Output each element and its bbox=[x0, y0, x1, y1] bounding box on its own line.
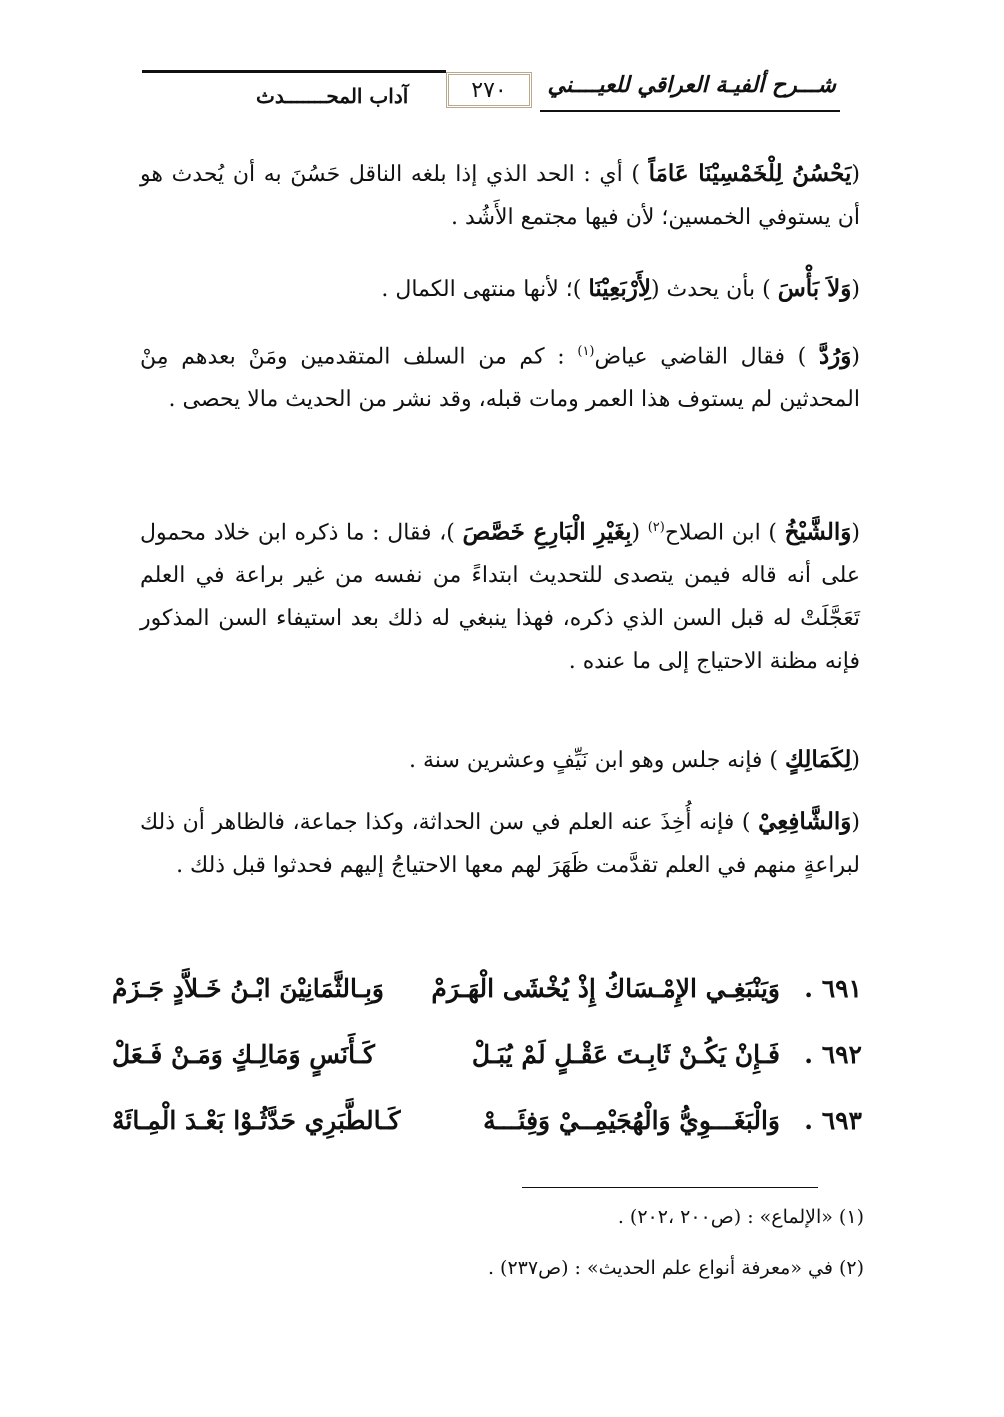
paragraph: (وَالشَّيْخُ ) ابن الصلاح$^{(٢)}$ (بِغَيْرِ الْبَارِعِ خَصَّصَ )، فقال : ما ذكره ابن خلاد محمول على أنه قاله فيمن يتصدى للتحديث ابتداءً من نفسه من غير براعة في العلم تَعَجَّلَتْ له قبل السن الذي ذكره، فهذا ينبغي له ذلك بعد استيفاء السن المذكور فإنه مظنة الاحتياج إلى ما عنده . bbox=[140, 518, 860, 675]
running-book-title: شـــرح ألفيـة العراقي للعيــــني bbox=[547, 72, 836, 98]
keyword: بِغَيْرِ الْبَارِعِ خَصَّصَ bbox=[462, 518, 632, 546]
paragraph-text: ) فإنه أُخِذَ عنه العلم في سن الحداثة، وكذا جماعة، فالظاهر أن ذلك لبراعةٍ منهم في العلم تقدَّمت ظَهَرَ لهم معها الاحتياجُ إليهم فحدثوا قبل ذلك . bbox=[140, 810, 860, 878]
paragraph: (وَلاَ بَأْسَ ) بأن يحدث (لِأَرْبَعِيْنَا )؛ لأنها منتهى الكمال . bbox=[381, 275, 860, 302]
footnote-marker: (٢) bbox=[647, 520, 665, 535]
keyword: وَالشَّافِعِيْ bbox=[758, 808, 852, 835]
page-number: ٢٧٠ bbox=[471, 77, 507, 103]
paragraph-text: ) فإنه جلس وهو ابن نَيِّفٍ وعشرين سنة . bbox=[409, 748, 785, 773]
verse-number: ٦٩٣ . bbox=[804, 1106, 862, 1135]
verse-first-hemistich: وَالْبَغَـــوِيُّ وَالْهُجَيْمِــيْ وَفِئَـــهْ bbox=[483, 1106, 780, 1135]
header-rule-top bbox=[142, 70, 446, 73]
verse-line bbox=[112, 1034, 862, 1084]
keyword: وَالشَّيْخُ bbox=[784, 518, 852, 546]
keyword: وَرُدَّ bbox=[818, 342, 852, 370]
paragraph-text: )، فقال : ما ذكره ابن خلاد محمول على أنه قاله فيمن يتصدى للتحديث ابتداءً من نفسه من غير براعة في العلم تَعَجَّلَتْ له قبل السن الذي ذكره، فهذا ينبغي له ذلك بعد استيفاء السن المذكور فإنه مظنة الاحتياج إلى ما عنده . bbox=[140, 520, 860, 675]
verse-second-hemistich: كَـالطَّبَرِي حَدَّثُـوْا بَعْـدَ الْمِـائَهْ bbox=[112, 1106, 401, 1135]
verse-number: ٦٩٢ . bbox=[804, 1040, 862, 1069]
paragraph-text: ) بأن يحدث bbox=[659, 277, 778, 302]
paragraph: (وَرُدَّ ) فقال القاضي عياض$^{(١)}$ : كم من السلف المتقدمين ومَنْ بعدهم مِنْ المحدثين لم يستوف هذا العمر ومات قبله، وقد نشر من الحديث مالا يحصى . bbox=[140, 342, 860, 413]
footnote-separator bbox=[522, 1187, 818, 1188]
running-section-title: آداب المحـــــــدث bbox=[256, 84, 409, 108]
verse-line bbox=[112, 1100, 862, 1150]
header-rule-bottom bbox=[540, 110, 840, 112]
paragraph: (يَحْسُنُ لِلْخَمْسِيْنَا عَامَاً ) أي : الحد الذي إذا بلغه الناقل حَسُنَ به أن يُحدث هو أن يستوفي الخمسين؛ لأن فيها مجتمع الأَشُد . bbox=[140, 160, 860, 230]
verse-number: ٦٩١ . bbox=[804, 974, 862, 1003]
paragraph-text: : كم من السلف المتقدمين ومَنْ بعدهم مِنْ المحدثين لم يستوف هذا العمر ومات قبله، وقد نشر من الحديث مالا يحصى . bbox=[140, 344, 860, 413]
keyword: وَلاَ بَأْسَ bbox=[777, 275, 852, 302]
verse-first-hemistich: فَـإِنْ يَكُـنْ ثَابِـتَ عَقْـلٍ لَمْ يُبَـلْ bbox=[471, 1040, 780, 1069]
paragraph-text: )؛ لأنها منتهى الكمال . bbox=[381, 277, 589, 302]
footnote: (١) «الإلماع» : (ص٢٠٠ ،٢٠٢) . bbox=[617, 1206, 864, 1228]
paragraph-text: ) فقال القاضي عياض bbox=[594, 344, 819, 370]
keyword: لِكَمَالِكٍ bbox=[785, 746, 852, 773]
paragraph: (وَالشَّافِعِيْ ) فإنه أُخِذَ عنه العلم في سن الحداثة، وكذا جماعة، فالظاهر أن ذلك لبراعةٍ منهم في العلم تقدَّمت ظَهَرَ لهم معها الاحتياجُ إليهم فحدثوا قبل ذلك . bbox=[140, 808, 860, 878]
spacer bbox=[640, 520, 648, 545]
paragraph-text: ) ابن الصلاح bbox=[664, 520, 785, 546]
keyword: يَحْسُنُ لِلْخَمْسِيْنَا عَامَاً bbox=[648, 160, 852, 187]
keyword: لِأَرْبَعِيْنَا bbox=[588, 275, 651, 302]
verse-second-hemistich: وَبِـالثَّمَانِيْنَ ابْـنُ خَـلاَّدٍ جَـزَمْ bbox=[112, 974, 384, 1003]
paragraph: (لِكَمَالِكٍ ) فإنه جلس وهو ابن نَيِّفٍ وعشرين سنة . bbox=[409, 746, 860, 773]
footnote: (٢) في «معرفة أنواع علم الحديث» : (ص٢٣٧) . bbox=[487, 1257, 864, 1279]
page-number-box bbox=[446, 72, 532, 108]
verse-second-hemistich: كَـأَنَسٍ وَمَالِـكٍ وَمَـنْ فَـعَلْ bbox=[112, 1040, 375, 1069]
verse-first-hemistich: وَيَنْبَغِـي الإِمْـسَاكُ إِذْ يُخْشَى الْهَـرَمْ bbox=[431, 974, 780, 1003]
footnote-marker: (١) bbox=[577, 344, 595, 359]
verse-line bbox=[112, 968, 862, 1018]
paragraph-text: ) أي : الحد الذي إذا بلغه الناقل حَسُنَ به أن يُحدث هو أن يستوفي الخمسين؛ لأن فيها مجتمع الأَشُد . bbox=[140, 162, 860, 230]
